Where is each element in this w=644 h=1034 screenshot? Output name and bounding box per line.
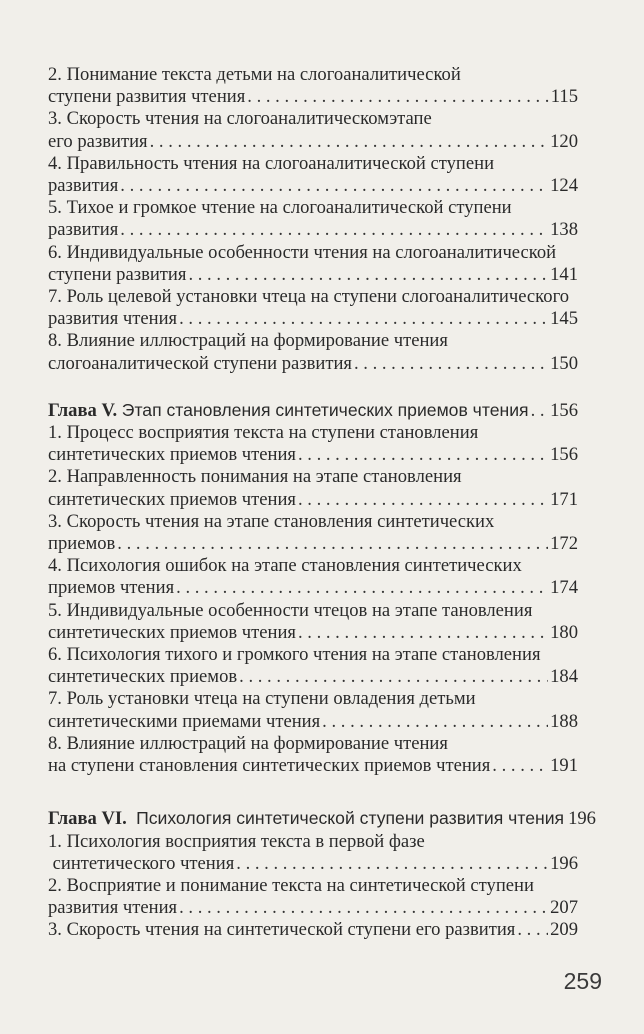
section-c bbox=[48, 831, 578, 942]
toc-entry bbox=[48, 600, 578, 644]
entry-title-line: 5. Тихое и громкое чтение на слогоаналитической ступени bbox=[48, 197, 512, 219]
entry-title-cont: развития bbox=[48, 175, 119, 197]
leader-dots bbox=[120, 175, 548, 197]
leader-dots bbox=[117, 533, 548, 555]
toc-entry bbox=[48, 466, 578, 510]
toc-entry bbox=[48, 688, 578, 732]
leader-dots bbox=[492, 755, 548, 777]
leader-dots bbox=[298, 622, 548, 644]
entry-title-cont: синтетических приемов чтения bbox=[48, 444, 296, 466]
entry-title-cont: ступени развития bbox=[48, 263, 187, 285]
entry-page: 124 bbox=[550, 175, 578, 197]
leader-dots bbox=[179, 897, 548, 919]
leader-dots bbox=[176, 577, 548, 599]
entry-title-cont: синтетического чтения bbox=[48, 852, 235, 874]
entry-title-line: 1. Психология восприятия текста в первой фазе bbox=[48, 830, 425, 852]
entry-page: 150 bbox=[550, 352, 578, 374]
entry-page: 196 bbox=[568, 808, 596, 830]
leader-dots bbox=[531, 400, 549, 422]
entry-title-cont: приемов чтения bbox=[48, 577, 175, 599]
toc-entry bbox=[48, 422, 578, 466]
toc-entry bbox=[48, 733, 578, 777]
entry-title-cont: его развития bbox=[48, 130, 148, 152]
entry-page: 115 bbox=[550, 86, 578, 108]
entry-title-line: 2. Направленность понимания на этапе становления bbox=[48, 466, 462, 488]
entry-page: 138 bbox=[550, 219, 578, 241]
toc-entry bbox=[48, 875, 578, 919]
entry-page: 184 bbox=[550, 666, 578, 688]
entry-page: 141 bbox=[550, 263, 578, 285]
leader-dots bbox=[188, 264, 548, 286]
chapter-v-heading bbox=[48, 399, 578, 422]
entry-title-line: 4. Правильность чтения на слогоаналитической ступени bbox=[48, 152, 495, 174]
entry-title-cont: слогоаналитической ступени развития bbox=[48, 352, 352, 374]
chapter-label: Глава V. bbox=[48, 399, 118, 421]
entry-title-line: 2. Понимание текста детьми на слогоаналитической bbox=[48, 64, 461, 85]
leader-dots bbox=[322, 711, 548, 733]
toc-entry bbox=[48, 330, 578, 374]
entry-title-cont: синтетическими приемами чтения bbox=[48, 710, 321, 732]
toc-entry bbox=[48, 153, 578, 197]
toc-entry bbox=[48, 831, 578, 875]
entry-title-line: 6. Психология тихого и громкого чтения на этапе становления bbox=[48, 644, 541, 666]
entry-title-line: 1. Процесс восприятия текста на ступени становления bbox=[48, 422, 479, 444]
entry-page: 196 bbox=[550, 852, 578, 874]
entry-title-line: 6. Индивидуальные особенности чтения на слогоаналитической bbox=[48, 241, 557, 263]
table-of-contents bbox=[48, 64, 596, 942]
entry-title-line: 8. Влияние иллюстраций на формирование чтения bbox=[48, 330, 448, 352]
toc-entry bbox=[48, 511, 578, 555]
toc-entry bbox=[48, 919, 578, 941]
entry-page: 174 bbox=[550, 577, 578, 599]
leader-dots bbox=[236, 853, 548, 875]
leader-dots bbox=[354, 353, 548, 375]
chapter-label: Глава VI. bbox=[48, 808, 127, 830]
toc-entry bbox=[48, 197, 578, 241]
entry-title-line: 7. Роль целевой установки чтеца на ступени слогоаналитического bbox=[48, 286, 570, 308]
entry-title-line: 7. Роль установки чтеца на ступени овладения детьми bbox=[48, 688, 476, 710]
entry-page: 156 bbox=[550, 444, 578, 466]
section-a bbox=[48, 64, 578, 375]
section-b bbox=[48, 422, 578, 777]
leader-dots bbox=[239, 666, 548, 688]
toc-entry bbox=[48, 108, 578, 152]
entry-page: 120 bbox=[550, 130, 578, 152]
chapter-title: Психология синтетической ступени развития чтения bbox=[136, 808, 565, 829]
leader-dots bbox=[179, 308, 548, 330]
entry-title-cont: синтетических приемов bbox=[48, 666, 238, 688]
entry-page: 207 bbox=[550, 897, 578, 919]
entry-title-line: 5. Индивидуальные особенности чтецов на этапе тановления bbox=[48, 599, 533, 621]
entry-page: 191 bbox=[550, 755, 578, 777]
entry-title-line: 3. Скорость чтения на слогоаналитическомэтапе bbox=[48, 108, 432, 130]
entry-title-line: 2. Восприятие и понимание текста на синтетической ступени bbox=[48, 874, 534, 896]
entry-title-cont: приемов bbox=[48, 533, 116, 555]
entry-title-line: 8. Влияние иллюстраций на формирование чтения bbox=[48, 732, 448, 754]
chapter-title: Этап становления синтетических приемов чтения bbox=[121, 399, 529, 420]
entry-title-cont: синтетических приемов чтения bbox=[48, 621, 296, 643]
leader-dots bbox=[298, 489, 548, 511]
entry-page: 156 bbox=[550, 399, 578, 421]
entry-title-cont: развития bbox=[48, 219, 119, 241]
entry-title-line: 3. Скорость чтения на этапе становления синтетических bbox=[48, 510, 495, 532]
entry-page: 188 bbox=[550, 710, 578, 732]
toc-entry bbox=[48, 286, 578, 330]
leader-dots bbox=[150, 131, 548, 153]
leader-dots bbox=[517, 919, 548, 941]
toc-entry bbox=[48, 242, 578, 286]
entry-title-cont: на ступени становления синтетических приемов чтения bbox=[48, 755, 491, 777]
entry-page: 145 bbox=[550, 308, 578, 330]
chapter-vi-heading bbox=[48, 807, 596, 830]
toc-entry bbox=[48, 555, 578, 599]
page-number: 259 bbox=[563, 968, 602, 994]
leader-dots bbox=[247, 86, 549, 108]
entry-page: 209 bbox=[550, 919, 578, 941]
leader-dots bbox=[120, 219, 548, 241]
leader-dots bbox=[298, 444, 548, 466]
entry-title-cont: развития чтения bbox=[48, 897, 178, 919]
entry-title-cont: ступени развития чтения bbox=[48, 86, 246, 108]
entry-page: 172 bbox=[550, 533, 578, 555]
entry-page: 180 bbox=[550, 621, 578, 643]
toc-entry bbox=[48, 64, 578, 108]
toc-entry bbox=[48, 644, 578, 688]
entry-title-line: 4. Психология ошибок на этапе становления синтетических bbox=[48, 555, 522, 577]
entry-title-cont: 3. Скорость чтения на синтетической ступени его развития bbox=[48, 919, 516, 941]
entry-title-cont: синтетических приемов чтения bbox=[48, 488, 296, 510]
entry-page: 171 bbox=[550, 488, 578, 510]
entry-title-cont: развития чтения bbox=[48, 308, 178, 330]
